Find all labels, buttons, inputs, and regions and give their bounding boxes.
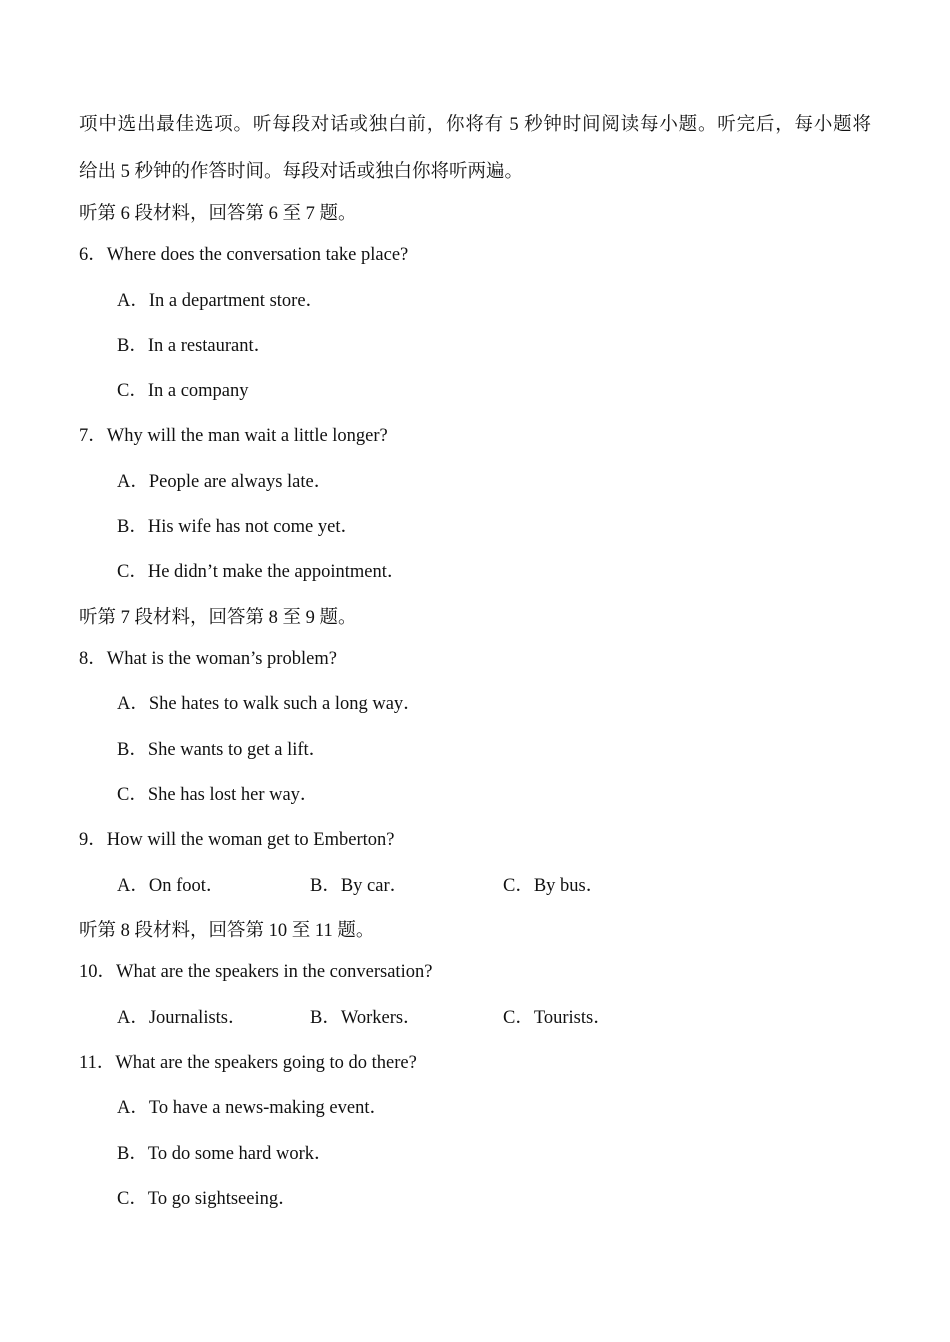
- question-11-option-b: B．To do some hard work．: [117, 1144, 333, 1164]
- question-8-option-c: C．She has lost her way．: [117, 785, 319, 805]
- question-9: 9．How will the woman get to Emberton?: [79, 830, 395, 850]
- question-11: 11．What are the speakers going to do there?: [79, 1053, 417, 1073]
- question-11-option-a: A．To have a news-making event．: [117, 1098, 388, 1118]
- question-10-option-b: B．Workers．: [310, 1008, 422, 1028]
- question-7-option-a: A．People are always late．: [117, 472, 333, 492]
- question-8-option-b: B．She wants to get a lift．: [117, 740, 328, 760]
- question-9-option-b: B．By car．: [310, 876, 409, 896]
- question-10-option-c: C．Tourists．: [503, 1008, 612, 1028]
- section-heading-8-9: 听第 7 段材料，回答第 8 至 9 题。: [79, 608, 357, 628]
- question-7: 7．Why will the man wait a little longer?: [79, 426, 388, 446]
- section-heading-6-7: 听第 6 段材料，回答第 6 至 7 题。: [79, 204, 357, 224]
- question-6-option-a: A．In a department store．: [117, 291, 325, 311]
- section-heading-10-11: 听第 8 段材料，回答第 10 至 11 题。: [79, 921, 375, 941]
- question-10: 10．What are the speakers in the conversation?: [79, 962, 433, 982]
- question-8-option-a: A．She hates to walk such a long way．: [117, 694, 422, 714]
- question-9-option-c: C．By bus．: [503, 876, 605, 896]
- instructions-line-1: 项中选出最佳选项。听每段对话或独白前，你将有 5 秒钟时间阅读每小题。听完后，每小题将: [79, 115, 871, 135]
- question-7-option-c: C．He didn’t make the appointment．: [117, 562, 406, 582]
- question-6: 6．Where does the conversation take place?: [79, 245, 409, 265]
- instructions-line-2: 给出 5 秒钟的作答时间。每段对话或独白你将听两遍。: [79, 162, 524, 182]
- question-6-option-b: B．In a restaurant．: [117, 336, 273, 356]
- question-10-option-a: A．Journalists．: [117, 1008, 247, 1028]
- question-9-option-a: A．On foot．: [117, 876, 225, 896]
- question-11-option-c: C．To go sightseeing．: [117, 1189, 297, 1209]
- question-7-option-b: B．His wife has not come yet．: [117, 517, 359, 537]
- question-8: 8．What is the woman’s problem?: [79, 649, 337, 669]
- question-6-option-c: C．In a company: [117, 381, 249, 401]
